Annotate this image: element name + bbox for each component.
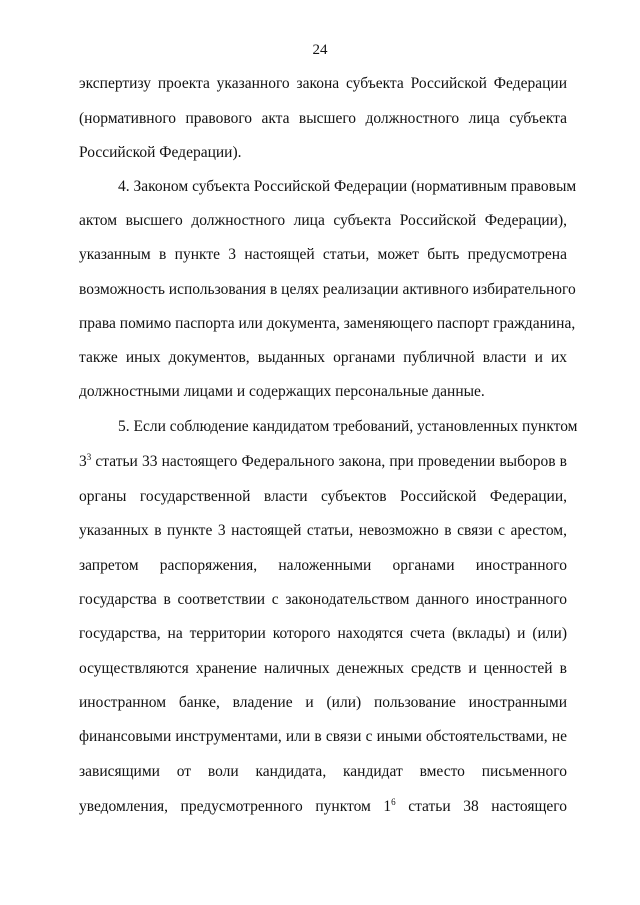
page-number: 24 [312, 42, 328, 58]
superscript: 3 [86, 452, 92, 462]
text-line: иностранном банке, владение и (или) пользование иностранными [79, 694, 567, 711]
text-line-with-superscript [79, 797, 567, 817]
text-line: экспертизу проекта указанного закона субъекта Российской Федерации [79, 75, 567, 92]
text-line: государства, на территории которого находятся счета (вклады) и (или) [79, 625, 567, 642]
text-line: должностными лицами и содержащих персональные данные. [79, 383, 485, 400]
text-fragment: статьи 38 настоящего [395, 798, 567, 815]
text-line: органы государственной власти субъектов Российской Федерации, [79, 488, 567, 505]
text-line: права помимо паспорта или документа, заменяющего паспорт гражданина, [79, 315, 576, 332]
text-line: запретом распоряжения, наложенными органами иностранного [79, 557, 567, 574]
text-line: указанных в пункте 3 настоящей статьи, невозможно в связи с арестом, [79, 522, 567, 539]
text-line: зависящими от воли кандидата, кандидат вместо письменного [79, 763, 567, 780]
text-line: указанным в пункте 3 настоящей статьи, может быть предусмотрена [79, 246, 567, 263]
paragraph-start-line: 4. Законом субъекта Российской Федерации (нормативным правовым [118, 178, 577, 195]
text-line: актом высшего должностного лица субъекта Российской Федерации), [79, 212, 567, 229]
text-fragment: уведомления, предусмотренного пунктом 1 [79, 798, 392, 815]
text-line: (нормативного правового акта высшего должностного лица субъекта [79, 110, 567, 127]
text-line: Российской Федерации). [79, 144, 242, 161]
text-line: государства в соответствии с законодательством данного иностранного [79, 591, 567, 608]
text-line: осуществляются хранение наличных денежных средств и ценностей в [79, 660, 567, 677]
text-line: возможность использования в целях реализации активного избирательного [79, 281, 576, 298]
text-fragment: 3 [79, 453, 87, 470]
paragraph-start-line: 5. Если соблюдение кандидатом требований, установленных пунктом [118, 418, 578, 435]
text-line-with-superscript [79, 452, 567, 472]
text-line: также иных документов, выданных органами публичной власти и их [79, 349, 567, 366]
text-fragment: статьи 33 настоящего Федерального закона, при проведении выборов в [91, 453, 567, 470]
superscript: 6 [391, 797, 396, 807]
text-line: финансовыми инструментами, или в связи с иными обстоятельствами, не [79, 728, 567, 745]
